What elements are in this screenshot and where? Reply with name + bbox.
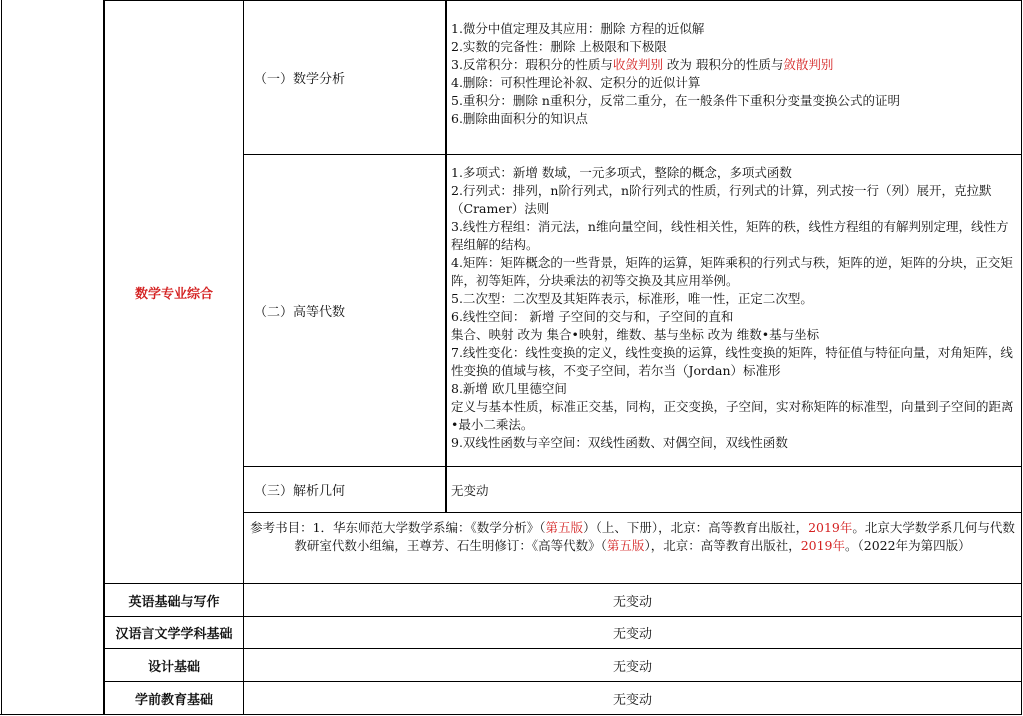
change-item: [451, 380, 1017, 398]
text-segment: 6.删除曲面积分的知识点: [451, 111, 588, 126]
highlighted-text: 收敛判别: [612, 57, 663, 72]
change-item: [451, 110, 1017, 128]
subsection-content-geometry: [447, 478, 1021, 512]
change-item: [451, 92, 1017, 110]
subject-status-english: 无变动: [612, 594, 652, 610]
subsection-content-algebra: [447, 160, 1021, 466]
text-segment: 2.行列式：排列，n阶行列式，n阶行列式的性质，行列式的计算，列式按一行（列）展开，克拉默（Cramer）法则: [451, 183, 992, 216]
highlighted-text: 第五版: [545, 520, 584, 535]
change-item: [451, 434, 1017, 452]
change-item: [451, 164, 1017, 182]
highlighted-text: 第五版: [606, 537, 645, 553]
text-segment: 9.双线性函数与辛空间：双线性函数、对偶空间，双线性函数: [451, 435, 788, 450]
table-border: [1, 0, 2, 715]
main-subject-label: 数学专业综合: [134, 286, 213, 302]
text-segment: 1.微分中值定理及其应用：删除 方程的近似解: [451, 21, 705, 36]
text-segment: 改为 瑕积分的性质与: [662, 57, 784, 72]
text-segment: 7.线性变化：线性变换的定义，线性变换的运算，线性变换的矩阵，特征值与特征向量，对角矩阵，线性变换的值域与核，不变子空间，若尔当（Jordan）标准形: [451, 345, 1013, 378]
change-item: [451, 218, 1017, 254]
text-segment: 3.反常积分：瑕积分的性质与: [451, 57, 613, 72]
subsection-label-analysis: （一）数学分析: [254, 72, 346, 87]
text-segment: ）（上、下册），北京：高等教育出版社，: [583, 520, 809, 535]
change-item: [451, 56, 1017, 74]
subsection-label-geometry: （三）解析几何: [254, 484, 346, 499]
text-segment: 6.线性空间： 新增 子空间的交与和，子空间的直和: [451, 309, 734, 324]
text-segment: 3.线性方程组：消元法，n维向量空间，线性相关性，矩阵的秩，线性方程组的有解判别定理，线性方程组解的结构。: [451, 219, 1009, 252]
text-segment: ），北京：高等教育出版社，: [644, 537, 801, 553]
text-segment: 定义与基本性质，标准正交基，同构，正交变换，子空间，实对称矩阵的标准型，向量到子空间的距离•最小二乘法。: [451, 399, 1014, 432]
subject-name-english: 英语基础与写作: [128, 594, 220, 610]
highlighted-text: 2019年: [800, 537, 846, 553]
text-segment: 参考书目：1．华东师范大学数学系编：《数学分析》（: [250, 520, 546, 535]
subject-status-chinese-literature: 无变动: [612, 627, 652, 642]
text-segment: 集合、映射 改为 集合•映射，维数、基与坐标 改为 维数•基与坐标: [451, 327, 820, 342]
subject-name-design: 设计基础: [147, 659, 200, 675]
change-item: [451, 344, 1017, 380]
subject-status-design: 无变动: [612, 659, 652, 675]
change-item: [451, 38, 1017, 56]
table-border: [1021, 0, 1022, 715]
change-item: [451, 398, 1017, 434]
text-segment: 4.删除：可积性理论补叙、定积分的近似计算: [451, 75, 701, 90]
text-segment: 。北京大学数学系几何与代数教研室代数小组编，王尊芳、石生明修订：《高等代数》（: [294, 520, 1015, 553]
text-segment: 。（2022年为第四版）: [845, 537, 971, 553]
text-segment: 2.实数的完备性：删除 上极限和下极限: [451, 39, 667, 54]
subsection-label-algebra: （二）高等代数: [254, 305, 346, 320]
text-segment: 无变动: [451, 483, 489, 498]
text-segment: 5.重积分：删除 n重积分，反常二重分，在一般条件下重积分变量变换公式的证明: [451, 93, 900, 108]
change-item: [451, 182, 1017, 218]
subject-name-preschool-education: 学前教育基础: [134, 692, 213, 708]
change-item: [451, 20, 1017, 38]
reference-books: [244, 513, 1021, 583]
change-item: [451, 254, 1017, 290]
text-segment: 8.新增 欧几里德空间: [451, 381, 567, 396]
change-item: [451, 326, 1017, 344]
text-segment: 4.矩阵：矩阵概念的一些背景，矩阵的运算，矩阵乘积的行列式与秩，矩阵的逆，矩阵的分块，正交矩阵，初等矩阵，分块乘法的初等交换及其应用举例。: [451, 255, 1013, 288]
text-segment: 5.二次型：二次型及其矩阵表示，标准形，唯一性，正定二次型。: [451, 291, 813, 306]
subject-status-preschool-education: 无变动: [612, 692, 652, 708]
change-item: [451, 290, 1017, 308]
subsection-content-analysis: [447, 16, 1021, 154]
text-segment: 1.多项式：新增 数域，一元多项式，整除的概念，多项式函数: [451, 165, 792, 180]
change-item: [451, 74, 1017, 92]
change-item: [451, 308, 1017, 326]
subject-name-chinese-literature: 汉语言文学学科基础: [115, 627, 233, 642]
highlighted-text: 2019年: [808, 520, 853, 535]
table-border: [0, 714, 1022, 715]
highlighted-text: 敛散判别: [783, 57, 834, 72]
change-item: [451, 482, 1017, 500]
